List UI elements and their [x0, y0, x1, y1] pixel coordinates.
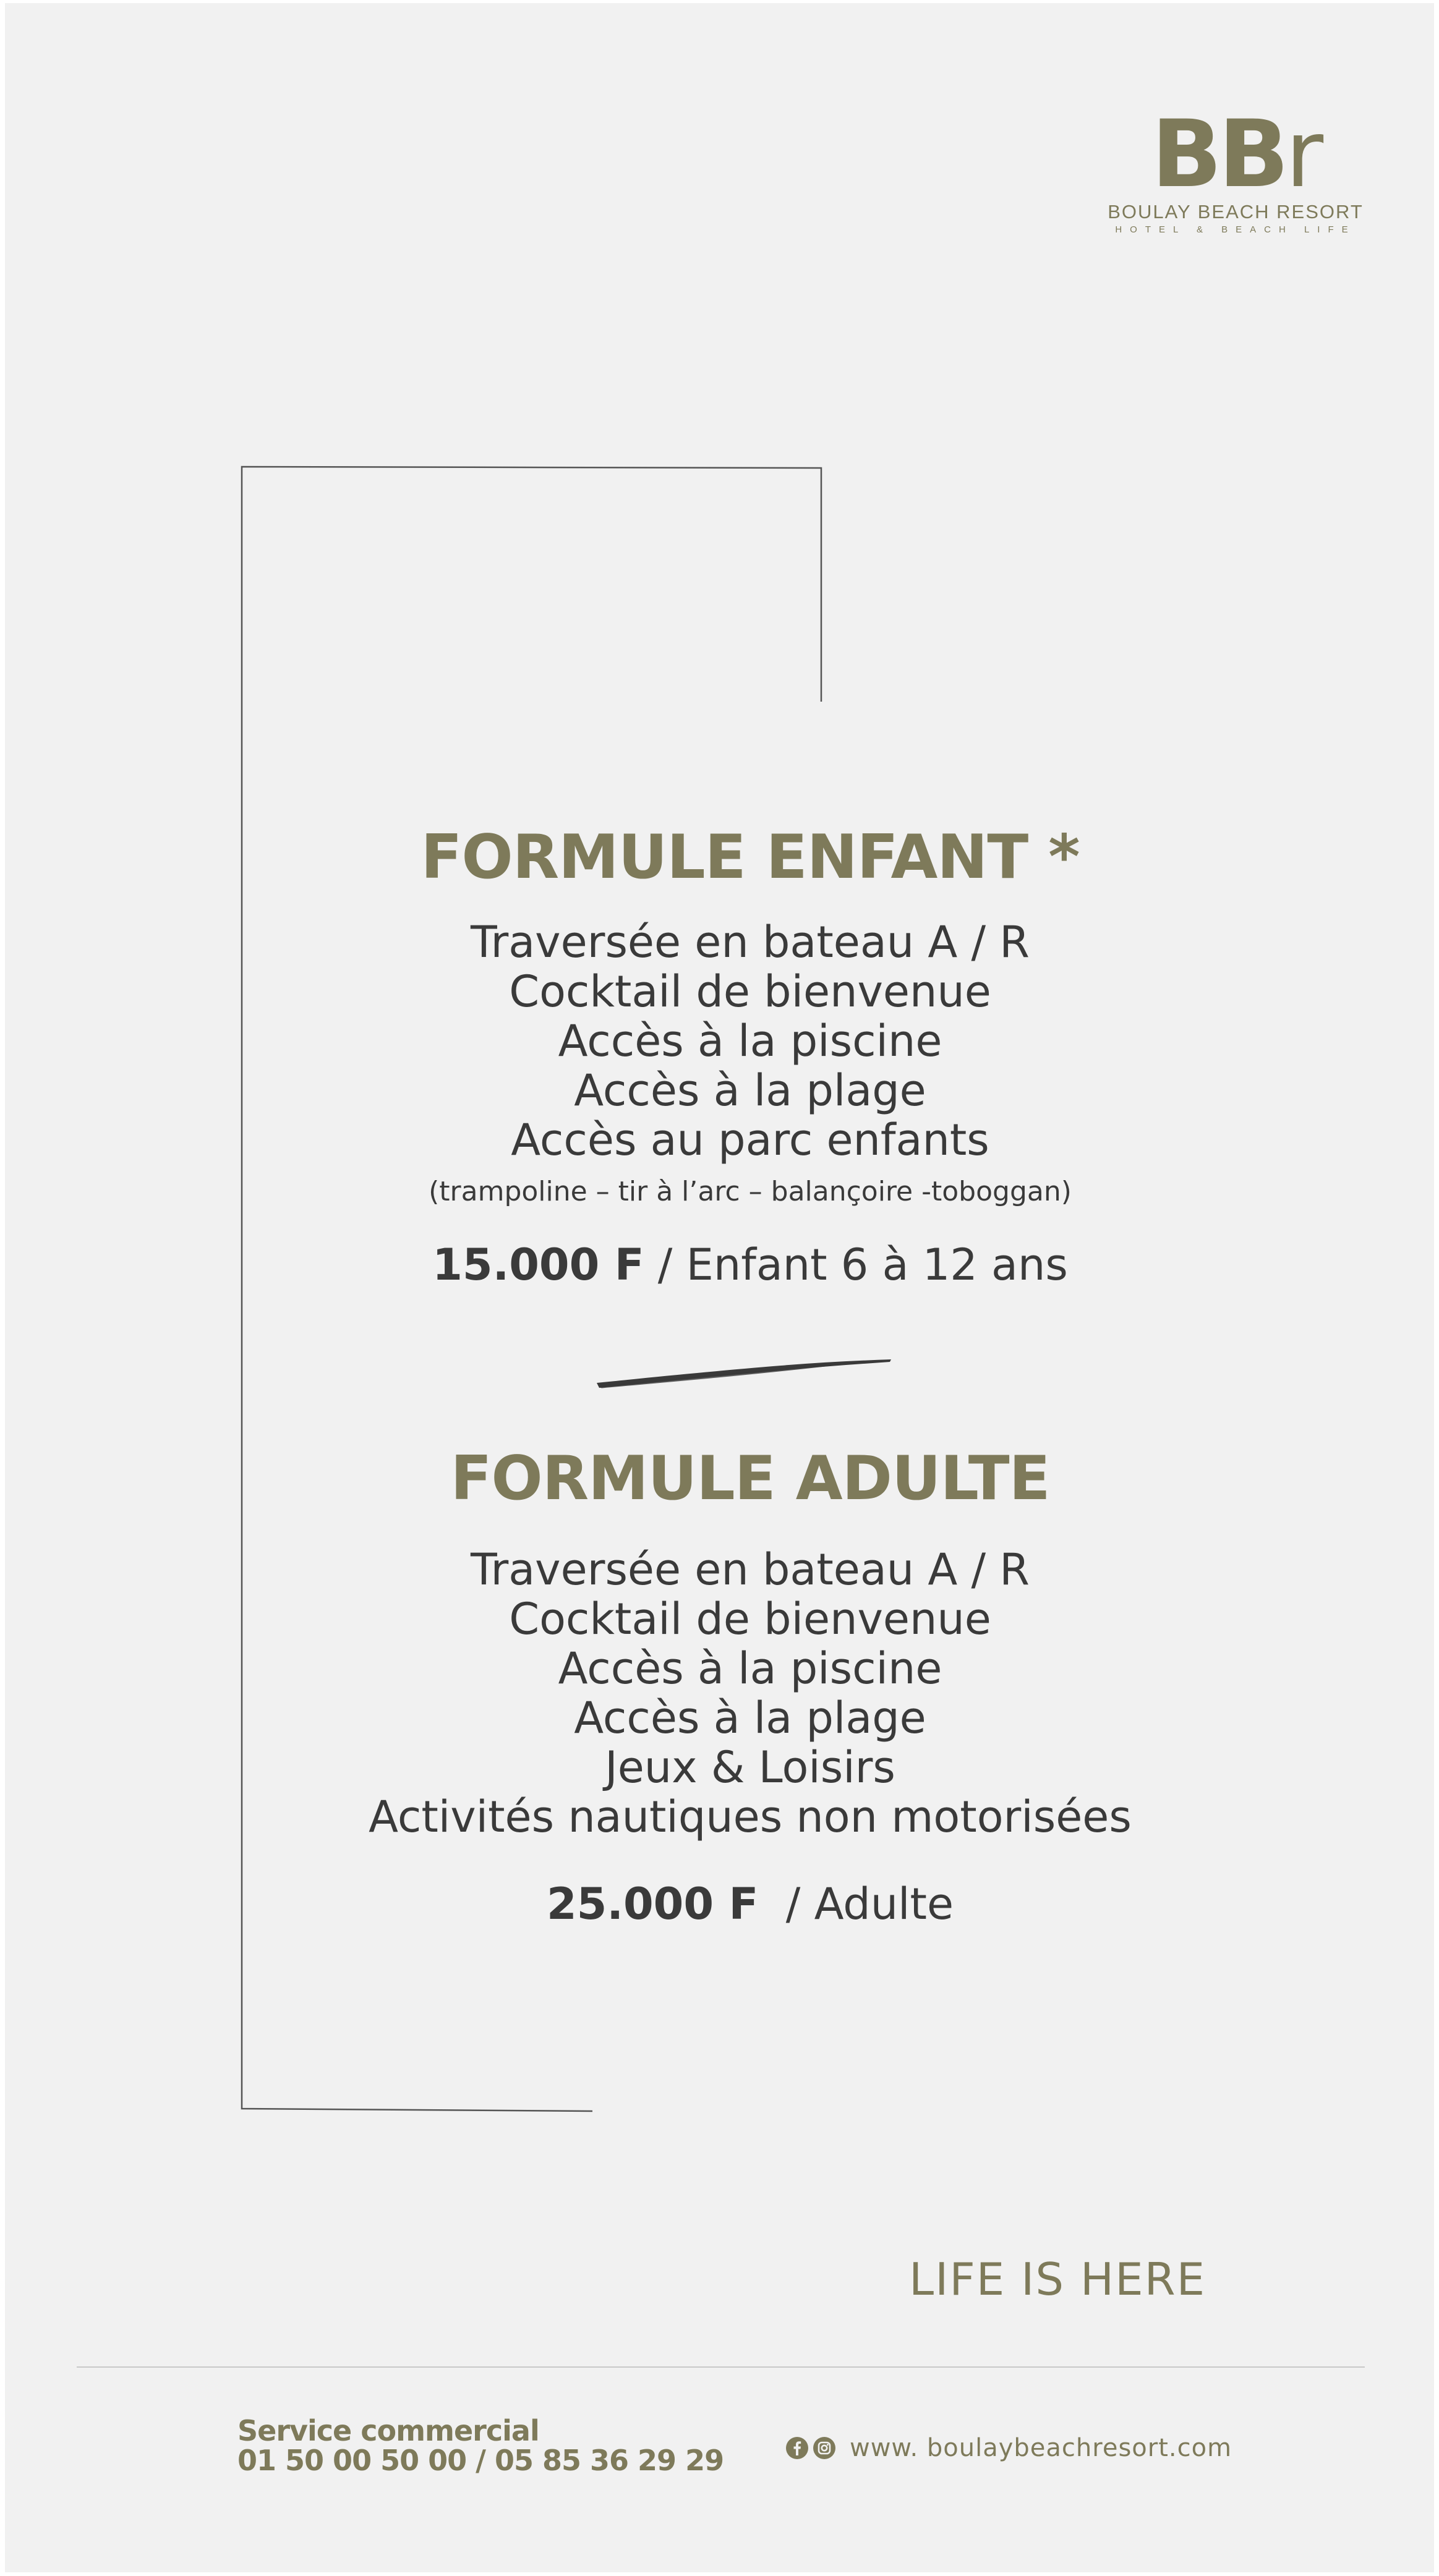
service-phones: 01 50 00 50 00 / 05 85 36 29 29: [237, 2444, 724, 2477]
formule-adulte-features: [240, 1545, 1260, 1842]
feature-item: Traversée en bateau A / R: [471, 917, 1030, 967]
feature-item: Accès à la piscine: [558, 1016, 942, 1066]
price-amount: 25.000 F: [546, 1879, 759, 1929]
feature-item: Activités nautiques non motorisées: [369, 1792, 1132, 1842]
flyer-page: [5, 3, 1434, 2572]
formule-enfant-title: FORMULE ENFANT *: [421, 822, 1080, 893]
website-link[interactable]: www. boulaybeachresort.com: [850, 2434, 1232, 2462]
formule-enfant-note: (trampoline – tir à l’arc – balançoire -toboggan): [429, 1176, 1072, 1207]
formule-adulte-section: [240, 1443, 1260, 1929]
feature-item: Jeux & Loisirs: [605, 1742, 895, 1793]
feature-item: Traversée en bateau A / R: [471, 1544, 1030, 1595]
feature-item: Accès au parc enfants: [511, 1115, 989, 1165]
logo-brand-name: BOULAY BEACH RESORT: [1108, 201, 1364, 223]
feature-item: Cocktail de bienvenue: [509, 966, 991, 1017]
logo-monogram: BBr: [1151, 101, 1320, 208]
service-commercial: [237, 2416, 724, 2475]
brush-stroke-divider: [596, 1356, 892, 1393]
service-label: Service commercial: [237, 2414, 539, 2447]
brand-logo: [1106, 101, 1365, 235]
instagram-icon[interactable]: [813, 2436, 836, 2460]
feature-item: Accès à la plage: [574, 1065, 926, 1116]
price-unit: / Adulte: [758, 1879, 954, 1929]
formule-enfant-features: [240, 917, 1260, 1165]
facebook-icon[interactable]: [785, 2436, 809, 2460]
logo-tagline: HOTEL & BEACH LIFE: [1115, 224, 1356, 235]
slogan: LIFE IS HERE: [909, 2253, 1206, 2305]
formule-enfant-price: [240, 1239, 1260, 1290]
price-unit: / Enfant 6 à 12 ans: [644, 1239, 1068, 1290]
formule-enfant-section: [240, 822, 1260, 1290]
contact-links: [785, 2434, 1232, 2462]
footer-divider: [77, 2366, 1365, 2368]
feature-item: Cocktail de bienvenue: [509, 1594, 991, 1644]
formule-adulte-price: [240, 1879, 1260, 1929]
formule-adulte-title: FORMULE ADULTE: [450, 1443, 1050, 1514]
feature-item: Accès à la piscine: [558, 1643, 942, 1694]
feature-item: Accès à la plage: [574, 1693, 926, 1743]
price-amount: 15.000 F: [432, 1239, 644, 1290]
